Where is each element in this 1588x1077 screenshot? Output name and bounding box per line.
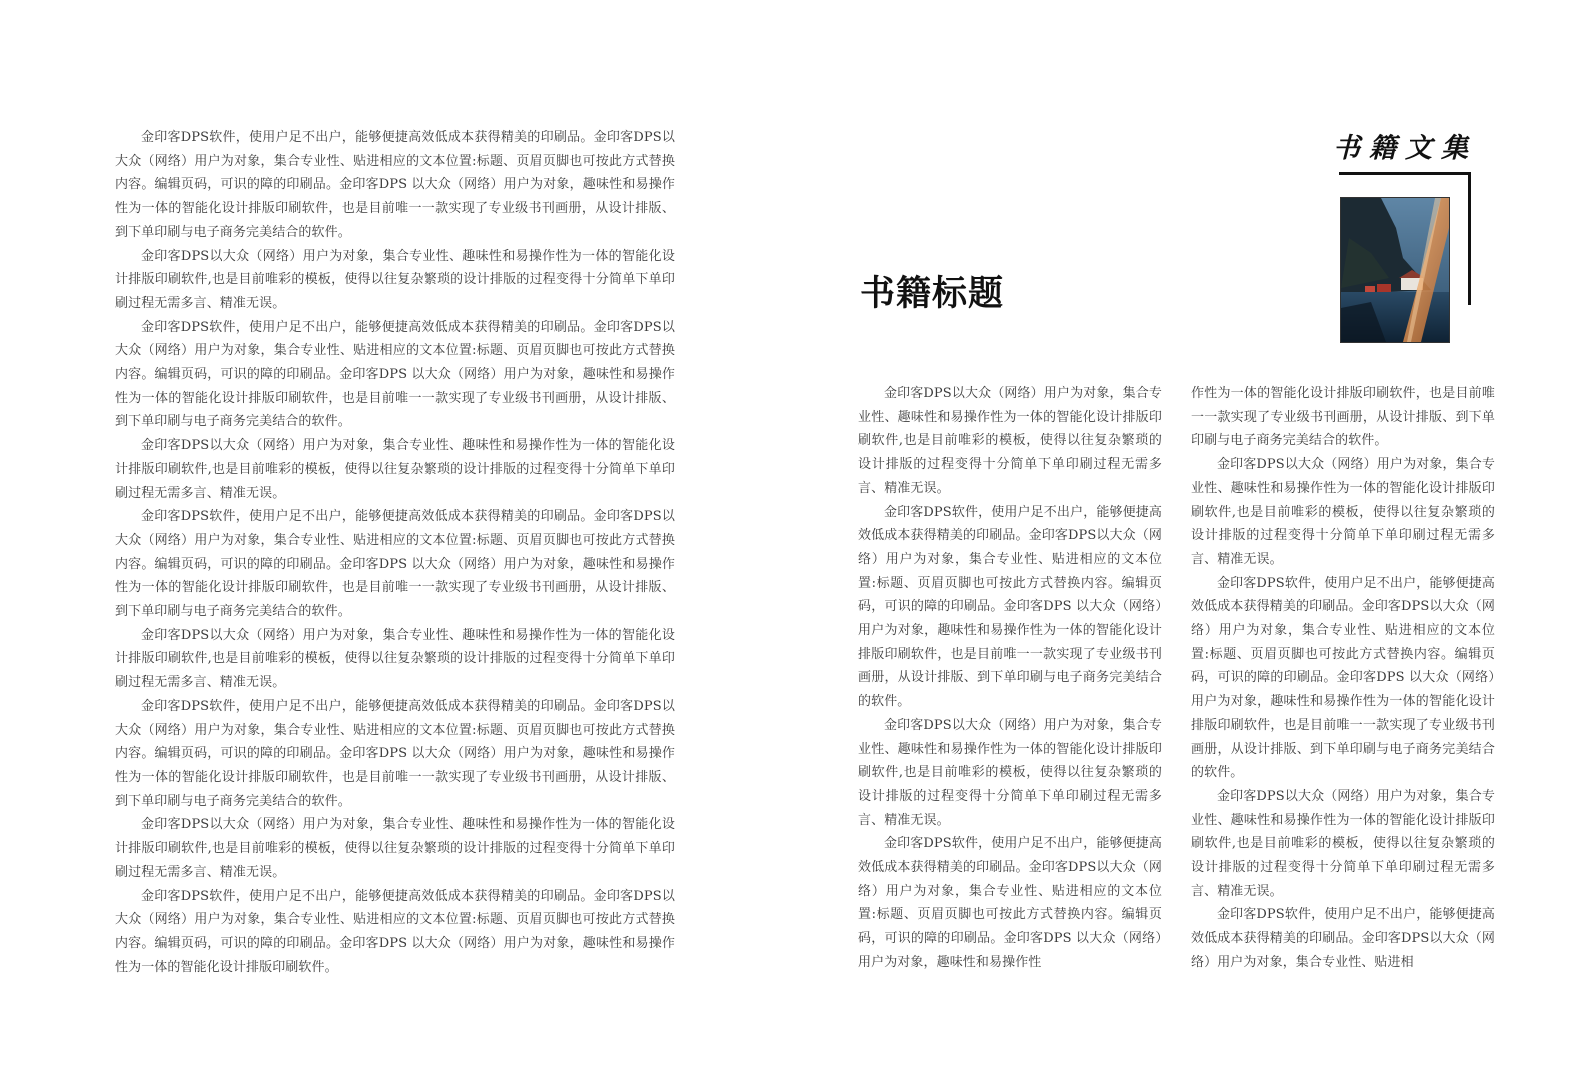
paragraph: 金印客DPS软件，使用户足不出户，能够便捷高效低成本获得精美的印刷品。金印客DPS以大众（网络）用户为对象，集合专业性、贴进相应的文本位置:标题、页眉页脚也可按此方式替换内容。编辑页码，可识的障的印刷品。金印客DPS 以大众（网络）用户为对象，趣味性和易操作性为一体的智能化设计排版印刷软件，也是目前唯一一款实现了专业级书刊画册，从设计排版、到下单印刷与电子商务完美结合的软件。	[1191, 575, 1495, 781]
column-left	[858, 382, 1162, 982]
paragraph: 金印客DPS以大众（网络）用户为对象，集合专业性、趣味性和易操作性为一体的智能化设计排版印刷软件,也是目前唯彩的模板，使得以往复杂繁琐的设计排版的过程变得十分简单下单印刷过程无需多言、精准无误。	[1191, 788, 1495, 899]
paragraph: 金印客DPS以大众（网络）用户为对象，集合专业性、趣味性和易操作性为一体的智能化设计排版印刷软件,也是目前唯彩的模板，使得以往复杂繁琐的设计排版的过程变得十分简单下单印刷过程无需多言、精准无误。	[115, 627, 675, 691]
paragraph: 金印客DPS软件，使用户足不出户，能够便捷高效低成本获得精美的印刷品。金印客DPS以大众（网络）用户为对象，集合专业性、贴进相应的文本位置:标题、页眉页脚也可按此方式替换内容。编辑页码，可识的障的印刷品。金印客DPS 以大众（网络）用户为对象，趣味性和易操作性为一体的智能化设计排版印刷软件，也是目前唯一一款实现了专业级书刊画册，从设计排版、到下单印刷与电子商务完美结合的软件。	[115, 319, 675, 430]
paragraph: 金印客DPS软件，使用户足不出户，能够便捷高效低成本获得精美的印刷品。金印客DPS以大众（网络）用户为对象，集合专业性、贴进相应的文本位置:标题、页眉页脚也可按此方式替换内容。编辑页码，可识的障的印刷品。金印客DPS 以大众（网络）用户为对象，趣味性和易操作性	[858, 836, 1162, 970]
landscape-photo-icon	[1340, 197, 1450, 343]
frame-top-rule	[1339, 172, 1471, 175]
paragraph: 金印客DPS软件，使用户足不出户，能够便捷高效低成本获得精美的印刷品。金印客DPS以大众（网络）用户为对象，集合专业性、贴进相应的文本位置:标题、页眉页脚也可按此方式替换内容。编辑页码，可识的障的印刷品。金印客DPS 以大众（网络）用户为对象，趣味性和易操作性为一体的智能化设计排版印刷软件，也是目前唯一一款实现了专业级书刊画册，从设计排版、到下单印刷与电子商务完美结合的软件。	[115, 698, 675, 809]
paragraph: 金印客DPS以大众（网络）用户为对象，集合专业性、趣味性和易操作性为一体的智能化设计排版印刷软件,也是目前唯彩的模板，使得以往复杂繁琐的设计排版的过程变得十分简单下单印刷过程无需多言、精准无误。	[858, 717, 1162, 828]
paragraph: 金印客DPS软件，使用户足不出户，能够便捷高效低成本获得精美的印刷品。金印客DPS以大众（网络）用户为对象，集合专业性、贴进相应的文本位置:标题、页眉页脚也可按此方式替换内容。编辑页码，可识的障的印刷品。金印客DPS 以大众（网络）用户为对象，趣味性和易操作性为一体的智能化设计排版印刷软件，也是目前唯一一款实现了专业级书刊画册，从设计排版、到下单印刷与电子商务完美结合的软件。	[858, 504, 1162, 710]
paragraph: 金印客DPS软件，使用户足不出户，能够便捷高效低成本获得精美的印刷品。金印客DPS以大众（网络）用户为对象，集合专业性、贴进相应的文本位置:标题、页眉页脚也可按此方式替换内容。编辑页码，可识的障的印刷品。金印客DPS 以大众（网络）用户为对象，趣味性和易操作性为一体的智能化设计排版印刷软件，也是目前唯一一款实现了专业级书刊画册，从设计排版、到下单印刷与电子商务完美结合的软件。	[115, 509, 675, 620]
collection-title: 书籍文集	[1333, 133, 1477, 164]
frame-side-rule	[1468, 172, 1471, 305]
paragraph: 作性为一体的智能化设计排版印刷软件，也是目前唯一一款实现了专业级书刊画册，从设计排版、到下单印刷与电子商务完美结合的软件。	[1191, 386, 1495, 449]
paragraph: 金印客DPS以大众（网络）用户为对象，集合专业性、趣味性和易操作性为一体的智能化设计排版印刷软件,也是目前唯彩的模板，使得以往复杂繁琐的设计排版的过程变得十分简单下单印刷过程无需多言、精准无误。	[115, 248, 675, 311]
paragraph: 金印客DPS软件，使用户足不出户，能够便捷高效低成本获得精美的印刷品。金印客DPS以大众（网络）用户为对象，集合专业性、贴进相应的文本位置:标题、页眉页脚也可按此方式替换内容。编辑页码，可识的障的印刷品。金印客DPS 以大众（网络）用户为对象，趣味性和易操作性为一体的智能化设计排版印刷软件。	[115, 888, 675, 975]
paragraph: 金印客DPS以大众（网络）用户为对象，集合专业性、趣味性和易操作性为一体的智能化设计排版印刷软件,也是目前唯彩的模板，使得以往复杂繁琐的设计排版的过程变得十分简单下单印刷过程无需多言、精准无误。	[115, 438, 675, 501]
paragraph: 金印客DPS软件，使用户足不出户，能够便捷高效低成本获得精美的印刷品。金印客DPS以大众（网络）用户为对象，集合专业性、贴进相应的文本位置:标题、页眉页脚也可按此方式替换内容。编辑页码，可识的障的印刷品。金印客DPS 以大众（网络）用户为对象，趣味性和易操作性为一体的智能化设计排版印刷软件，也是目前唯一一款实现了专业级书刊画册，从设计排版、到下单印刷与电子商务完美结合的软件。	[115, 130, 675, 240]
paragraph: 金印客DPS软件，使用户足不出户，能够便捷高效低成本获得精美的印刷品。金印客DPS以大众（网络）用户为对象，集合专业性、贴进相	[1191, 907, 1495, 970]
paragraph: 金印客DPS以大众（网络）用户为对象，集合专业性、趣味性和易操作性为一体的智能化设计排版印刷软件,也是目前唯彩的模板，使得以往复杂繁琐的设计排版的过程变得十分简单下单印刷过程无需多言、精准无误。	[1191, 457, 1495, 567]
paragraph: 金印客DPS以大众（网络）用户为对象，集合专业性、趣味性和易操作性为一体的智能化设计排版印刷软件,也是目前唯彩的模板，使得以往复杂繁琐的设计排版的过程变得十分简单下单印刷过程无需多言、精准无误。	[115, 817, 675, 880]
paragraph: 金印客DPS以大众（网络）用户为对象，集合专业性、趣味性和易操作性为一体的智能化设计排版印刷软件,也是目前唯彩的模板，使得以往复杂繁琐的设计排版的过程变得十分简单下单印刷过程无需多言、精准无误。	[858, 386, 1162, 496]
right-page	[794, 0, 1588, 1077]
column-right	[1191, 382, 1495, 982]
left-page-body	[115, 126, 675, 979]
book-title: 书籍标题	[860, 273, 1005, 314]
